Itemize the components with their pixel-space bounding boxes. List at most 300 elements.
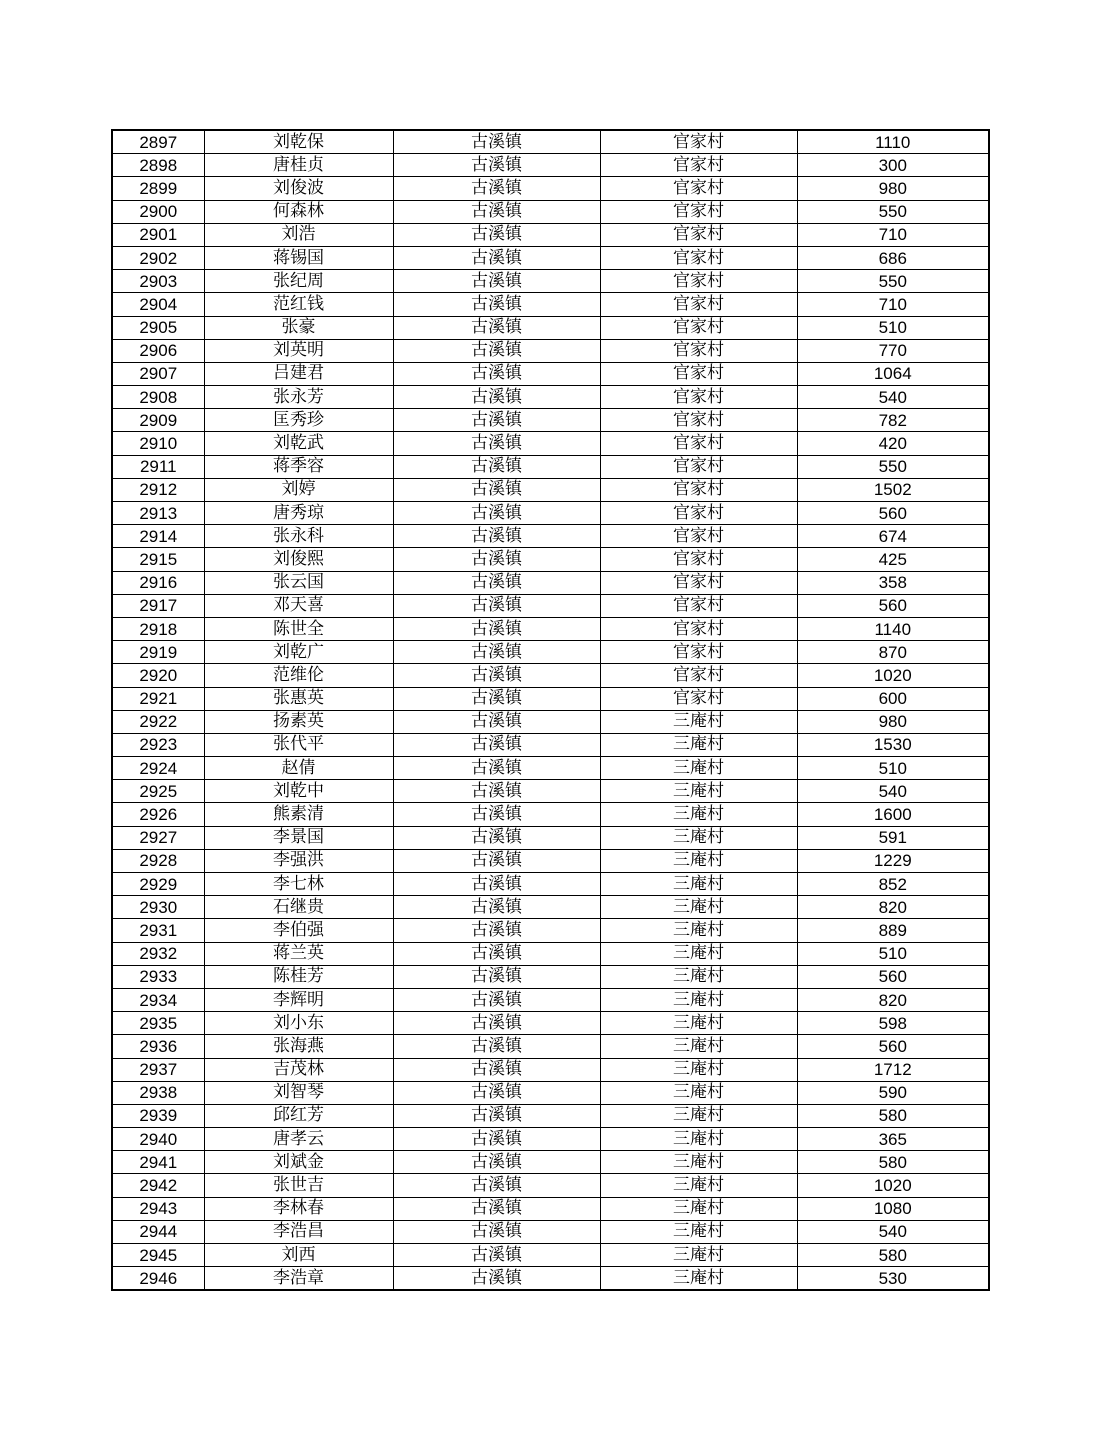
town-cell: 古溪镇 xyxy=(393,177,600,200)
village-cell: 官家村 xyxy=(600,548,797,571)
row-number-cell: 2917 xyxy=(112,594,204,617)
row-number-cell: 2909 xyxy=(112,409,204,432)
name-cell: 陈世全 xyxy=(204,617,393,640)
data-table xyxy=(111,129,990,1291)
row-number-cell: 2937 xyxy=(112,1058,204,1081)
town-cell: 古溪镇 xyxy=(393,432,600,455)
village-cell: 官家村 xyxy=(600,687,797,710)
village-cell: 三庵村 xyxy=(600,803,797,826)
table-row xyxy=(112,200,989,223)
village-cell: 三庵村 xyxy=(600,1012,797,1035)
amount-cell: 365 xyxy=(797,1128,989,1151)
village-cell: 三庵村 xyxy=(600,873,797,896)
village-cell: 官家村 xyxy=(600,362,797,385)
row-number-cell: 2926 xyxy=(112,803,204,826)
village-cell: 官家村 xyxy=(600,270,797,293)
row-number-cell: 2946 xyxy=(112,1267,204,1291)
row-number-cell: 2932 xyxy=(112,942,204,965)
village-cell: 官家村 xyxy=(600,293,797,316)
town-cell: 古溪镇 xyxy=(393,409,600,432)
table-row xyxy=(112,177,989,200)
name-cell: 匡秀珍 xyxy=(204,409,393,432)
row-number-cell: 2902 xyxy=(112,246,204,269)
village-cell: 三庵村 xyxy=(600,710,797,733)
table-row xyxy=(112,362,989,385)
town-cell: 古溪镇 xyxy=(393,1081,600,1104)
table-row xyxy=(112,386,989,409)
village-cell: 官家村 xyxy=(600,641,797,664)
table-row xyxy=(112,849,989,872)
name-cell: 李浩昌 xyxy=(204,1220,393,1243)
table-row xyxy=(112,1104,989,1127)
town-cell: 古溪镇 xyxy=(393,1220,600,1243)
town-cell: 古溪镇 xyxy=(393,502,600,525)
row-number-cell: 2908 xyxy=(112,386,204,409)
town-cell: 古溪镇 xyxy=(393,664,600,687)
town-cell: 古溪镇 xyxy=(393,942,600,965)
town-cell: 古溪镇 xyxy=(393,1104,600,1127)
table-row xyxy=(112,270,989,293)
table-row xyxy=(112,409,989,432)
village-cell: 三庵村 xyxy=(600,1267,797,1291)
village-cell: 三庵村 xyxy=(600,1220,797,1243)
name-cell: 唐桂贞 xyxy=(204,154,393,177)
table-row xyxy=(112,432,989,455)
table-row xyxy=(112,757,989,780)
amount-cell: 1020 xyxy=(797,664,989,687)
row-number-cell: 2941 xyxy=(112,1151,204,1174)
amount-cell: 770 xyxy=(797,339,989,362)
table-row xyxy=(112,780,989,803)
village-cell: 官家村 xyxy=(600,339,797,362)
name-cell: 蒋锡国 xyxy=(204,246,393,269)
name-cell: 吕建君 xyxy=(204,362,393,385)
table-row xyxy=(112,826,989,849)
name-cell: 张世吉 xyxy=(204,1174,393,1197)
amount-cell: 300 xyxy=(797,154,989,177)
name-cell: 扬素英 xyxy=(204,710,393,733)
amount-cell: 1600 xyxy=(797,803,989,826)
village-cell: 三庵村 xyxy=(600,757,797,780)
row-number-cell: 2942 xyxy=(112,1174,204,1197)
row-number-cell: 2901 xyxy=(112,223,204,246)
town-cell: 古溪镇 xyxy=(393,919,600,942)
amount-cell: 1229 xyxy=(797,849,989,872)
village-cell: 三庵村 xyxy=(600,826,797,849)
village-cell: 官家村 xyxy=(600,130,797,154)
amount-cell: 550 xyxy=(797,270,989,293)
town-cell: 古溪镇 xyxy=(393,200,600,223)
amount-cell: 980 xyxy=(797,710,989,733)
amount-cell: 510 xyxy=(797,757,989,780)
amount-cell: 560 xyxy=(797,594,989,617)
village-cell: 官家村 xyxy=(600,432,797,455)
village-cell: 三庵村 xyxy=(600,1081,797,1104)
amount-cell: 358 xyxy=(797,571,989,594)
town-cell: 古溪镇 xyxy=(393,525,600,548)
table-row xyxy=(112,873,989,896)
name-cell: 赵倩 xyxy=(204,757,393,780)
amount-cell: 889 xyxy=(797,919,989,942)
town-cell: 古溪镇 xyxy=(393,386,600,409)
town-cell: 古溪镇 xyxy=(393,1174,600,1197)
name-cell: 陈桂芳 xyxy=(204,965,393,988)
table-row xyxy=(112,733,989,756)
village-cell: 三庵村 xyxy=(600,1197,797,1220)
table-row xyxy=(112,1244,989,1267)
row-number-cell: 2897 xyxy=(112,130,204,154)
row-number-cell: 2920 xyxy=(112,664,204,687)
table-row xyxy=(112,641,989,664)
row-number-cell: 2919 xyxy=(112,641,204,664)
table-row xyxy=(112,1081,989,1104)
name-cell: 李景国 xyxy=(204,826,393,849)
row-number-cell: 2924 xyxy=(112,757,204,780)
name-cell: 刘斌金 xyxy=(204,1151,393,1174)
table-row xyxy=(112,664,989,687)
row-number-cell: 2930 xyxy=(112,896,204,919)
row-number-cell: 2943 xyxy=(112,1197,204,1220)
row-number-cell: 2913 xyxy=(112,502,204,525)
village-cell: 三庵村 xyxy=(600,1151,797,1174)
name-cell: 邓天喜 xyxy=(204,594,393,617)
town-cell: 古溪镇 xyxy=(393,293,600,316)
amount-cell: 420 xyxy=(797,432,989,455)
village-cell: 三庵村 xyxy=(600,849,797,872)
row-number-cell: 2936 xyxy=(112,1035,204,1058)
name-cell: 李伯强 xyxy=(204,919,393,942)
village-cell: 官家村 xyxy=(600,594,797,617)
amount-cell: 782 xyxy=(797,409,989,432)
village-cell: 官家村 xyxy=(600,316,797,339)
amount-cell: 870 xyxy=(797,641,989,664)
amount-cell: 550 xyxy=(797,455,989,478)
name-cell: 刘西 xyxy=(204,1244,393,1267)
amount-cell: 425 xyxy=(797,548,989,571)
table-row xyxy=(112,455,989,478)
table-row xyxy=(112,478,989,501)
row-number-cell: 2939 xyxy=(112,1104,204,1127)
table-row xyxy=(112,1151,989,1174)
name-cell: 范红钱 xyxy=(204,293,393,316)
amount-cell: 1110 xyxy=(797,130,989,154)
town-cell: 古溪镇 xyxy=(393,455,600,478)
row-number-cell: 2904 xyxy=(112,293,204,316)
row-number-cell: 2915 xyxy=(112,548,204,571)
row-number-cell: 2898 xyxy=(112,154,204,177)
row-number-cell: 2928 xyxy=(112,849,204,872)
amount-cell: 591 xyxy=(797,826,989,849)
table-row xyxy=(112,223,989,246)
table-row xyxy=(112,942,989,965)
village-cell: 三庵村 xyxy=(600,965,797,988)
row-number-cell: 2912 xyxy=(112,478,204,501)
amount-cell: 510 xyxy=(797,316,989,339)
amount-cell: 1502 xyxy=(797,478,989,501)
row-number-cell: 2903 xyxy=(112,270,204,293)
village-cell: 官家村 xyxy=(600,617,797,640)
name-cell: 张惠英 xyxy=(204,687,393,710)
town-cell: 古溪镇 xyxy=(393,710,600,733)
name-cell: 蒋季容 xyxy=(204,455,393,478)
village-cell: 三庵村 xyxy=(600,1104,797,1127)
row-number-cell: 2914 xyxy=(112,525,204,548)
name-cell: 张代平 xyxy=(204,733,393,756)
town-cell: 古溪镇 xyxy=(393,1197,600,1220)
amount-cell: 590 xyxy=(797,1081,989,1104)
name-cell: 刘俊波 xyxy=(204,177,393,200)
village-cell: 官家村 xyxy=(600,455,797,478)
amount-cell: 1140 xyxy=(797,617,989,640)
row-number-cell: 2945 xyxy=(112,1244,204,1267)
row-number-cell: 2929 xyxy=(112,873,204,896)
row-number-cell: 2938 xyxy=(112,1081,204,1104)
amount-cell: 580 xyxy=(797,1151,989,1174)
row-number-cell: 2935 xyxy=(112,1012,204,1035)
name-cell: 张豪 xyxy=(204,316,393,339)
row-number-cell: 2906 xyxy=(112,339,204,362)
name-cell: 刘智琴 xyxy=(204,1081,393,1104)
town-cell: 古溪镇 xyxy=(393,130,600,154)
town-cell: 古溪镇 xyxy=(393,478,600,501)
amount-cell: 510 xyxy=(797,942,989,965)
table-row xyxy=(112,293,989,316)
amount-cell: 560 xyxy=(797,1035,989,1058)
table-row xyxy=(112,1128,989,1151)
town-cell: 古溪镇 xyxy=(393,270,600,293)
row-number-cell: 2921 xyxy=(112,687,204,710)
name-cell: 李浩章 xyxy=(204,1267,393,1291)
table-row xyxy=(112,1197,989,1220)
row-number-cell: 2944 xyxy=(112,1220,204,1243)
name-cell: 张永芳 xyxy=(204,386,393,409)
village-cell: 三庵村 xyxy=(600,1058,797,1081)
name-cell: 石继贵 xyxy=(204,896,393,919)
village-cell: 官家村 xyxy=(600,478,797,501)
name-cell: 刘乾武 xyxy=(204,432,393,455)
table-row xyxy=(112,316,989,339)
name-cell: 李强洪 xyxy=(204,849,393,872)
name-cell: 刘乾广 xyxy=(204,641,393,664)
village-cell: 三庵村 xyxy=(600,896,797,919)
row-number-cell: 2927 xyxy=(112,826,204,849)
town-cell: 古溪镇 xyxy=(393,965,600,988)
amount-cell: 1064 xyxy=(797,362,989,385)
amount-cell: 600 xyxy=(797,687,989,710)
table-row xyxy=(112,1220,989,1243)
village-cell: 三庵村 xyxy=(600,733,797,756)
village-cell: 三庵村 xyxy=(600,919,797,942)
table-row xyxy=(112,617,989,640)
table-row xyxy=(112,1012,989,1035)
town-cell: 古溪镇 xyxy=(393,617,600,640)
name-cell: 刘浩 xyxy=(204,223,393,246)
row-number-cell: 2899 xyxy=(112,177,204,200)
table-row xyxy=(112,919,989,942)
town-cell: 古溪镇 xyxy=(393,1058,600,1081)
row-number-cell: 2925 xyxy=(112,780,204,803)
town-cell: 古溪镇 xyxy=(393,1012,600,1035)
amount-cell: 710 xyxy=(797,223,989,246)
name-cell: 李七林 xyxy=(204,873,393,896)
table-row xyxy=(112,502,989,525)
table-row xyxy=(112,1058,989,1081)
name-cell: 李林春 xyxy=(204,1197,393,1220)
town-cell: 古溪镇 xyxy=(393,1128,600,1151)
village-cell: 官家村 xyxy=(600,664,797,687)
table-row xyxy=(112,710,989,733)
village-cell: 官家村 xyxy=(600,409,797,432)
name-cell: 范维伦 xyxy=(204,664,393,687)
amount-cell: 540 xyxy=(797,1220,989,1243)
town-cell: 古溪镇 xyxy=(393,246,600,269)
name-cell: 刘婷 xyxy=(204,478,393,501)
name-cell: 何森林 xyxy=(204,200,393,223)
village-cell: 官家村 xyxy=(600,223,797,246)
amount-cell: 580 xyxy=(797,1244,989,1267)
amount-cell: 1080 xyxy=(797,1197,989,1220)
table-row xyxy=(112,896,989,919)
town-cell: 古溪镇 xyxy=(393,1035,600,1058)
town-cell: 古溪镇 xyxy=(393,780,600,803)
row-number-cell: 2918 xyxy=(112,617,204,640)
table-row xyxy=(112,803,989,826)
town-cell: 古溪镇 xyxy=(393,733,600,756)
name-cell: 张云国 xyxy=(204,571,393,594)
town-cell: 古溪镇 xyxy=(393,548,600,571)
village-cell: 官家村 xyxy=(600,502,797,525)
table-row xyxy=(112,339,989,362)
amount-cell: 560 xyxy=(797,502,989,525)
amount-cell: 580 xyxy=(797,1104,989,1127)
row-number-cell: 2923 xyxy=(112,733,204,756)
name-cell: 邱红芳 xyxy=(204,1104,393,1127)
amount-cell: 1530 xyxy=(797,733,989,756)
name-cell: 熊素清 xyxy=(204,803,393,826)
amount-cell: 540 xyxy=(797,386,989,409)
table-row xyxy=(112,571,989,594)
table-row xyxy=(112,988,989,1011)
name-cell: 吉茂林 xyxy=(204,1058,393,1081)
village-cell: 官家村 xyxy=(600,177,797,200)
amount-cell: 710 xyxy=(797,293,989,316)
village-cell: 官家村 xyxy=(600,200,797,223)
amount-cell: 852 xyxy=(797,873,989,896)
amount-cell: 540 xyxy=(797,780,989,803)
name-cell: 唐孝云 xyxy=(204,1128,393,1151)
name-cell: 刘小东 xyxy=(204,1012,393,1035)
name-cell: 张纪周 xyxy=(204,270,393,293)
town-cell: 古溪镇 xyxy=(393,1244,600,1267)
name-cell: 张永科 xyxy=(204,525,393,548)
town-cell: 古溪镇 xyxy=(393,316,600,339)
village-cell: 三庵村 xyxy=(600,942,797,965)
town-cell: 古溪镇 xyxy=(393,849,600,872)
village-cell: 三庵村 xyxy=(600,1035,797,1058)
amount-cell: 820 xyxy=(797,896,989,919)
town-cell: 古溪镇 xyxy=(393,687,600,710)
amount-cell: 1020 xyxy=(797,1174,989,1197)
amount-cell: 560 xyxy=(797,965,989,988)
amount-cell: 674 xyxy=(797,525,989,548)
town-cell: 古溪镇 xyxy=(393,896,600,919)
amount-cell: 820 xyxy=(797,988,989,1011)
village-cell: 三庵村 xyxy=(600,1128,797,1151)
table-row xyxy=(112,687,989,710)
table-row xyxy=(112,130,989,154)
name-cell: 刘俊熙 xyxy=(204,548,393,571)
town-cell: 古溪镇 xyxy=(393,757,600,780)
town-cell: 古溪镇 xyxy=(393,223,600,246)
row-number-cell: 2905 xyxy=(112,316,204,339)
village-cell: 三庵村 xyxy=(600,988,797,1011)
village-cell: 官家村 xyxy=(600,571,797,594)
name-cell: 唐秀琼 xyxy=(204,502,393,525)
amount-cell: 598 xyxy=(797,1012,989,1035)
row-number-cell: 2931 xyxy=(112,919,204,942)
town-cell: 古溪镇 xyxy=(393,362,600,385)
table-row xyxy=(112,246,989,269)
row-number-cell: 2900 xyxy=(112,200,204,223)
village-cell: 官家村 xyxy=(600,386,797,409)
village-cell: 三庵村 xyxy=(600,1244,797,1267)
row-number-cell: 2940 xyxy=(112,1128,204,1151)
table-row xyxy=(112,1267,989,1291)
table-row xyxy=(112,1035,989,1058)
amount-cell: 686 xyxy=(797,246,989,269)
row-number-cell: 2933 xyxy=(112,965,204,988)
table-row xyxy=(112,1174,989,1197)
town-cell: 古溪镇 xyxy=(393,803,600,826)
row-number-cell: 2916 xyxy=(112,571,204,594)
row-number-cell: 2934 xyxy=(112,988,204,1011)
name-cell: 刘乾中 xyxy=(204,780,393,803)
town-cell: 古溪镇 xyxy=(393,873,600,896)
town-cell: 古溪镇 xyxy=(393,594,600,617)
row-number-cell: 2911 xyxy=(112,455,204,478)
table-row xyxy=(112,594,989,617)
town-cell: 古溪镇 xyxy=(393,641,600,664)
row-number-cell: 2907 xyxy=(112,362,204,385)
amount-cell: 530 xyxy=(797,1267,989,1291)
amount-cell: 980 xyxy=(797,177,989,200)
village-cell: 三庵村 xyxy=(600,780,797,803)
village-cell: 官家村 xyxy=(600,246,797,269)
name-cell: 张海燕 xyxy=(204,1035,393,1058)
table-body xyxy=(112,130,989,1290)
town-cell: 古溪镇 xyxy=(393,154,600,177)
town-cell: 古溪镇 xyxy=(393,1267,600,1291)
table-row xyxy=(112,548,989,571)
row-number-cell: 2922 xyxy=(112,710,204,733)
town-cell: 古溪镇 xyxy=(393,339,600,362)
name-cell: 蒋兰英 xyxy=(204,942,393,965)
village-cell: 官家村 xyxy=(600,525,797,548)
town-cell: 古溪镇 xyxy=(393,1151,600,1174)
village-cell: 三庵村 xyxy=(600,1174,797,1197)
town-cell: 古溪镇 xyxy=(393,826,600,849)
name-cell: 刘乾保 xyxy=(204,130,393,154)
town-cell: 古溪镇 xyxy=(393,571,600,594)
name-cell: 李辉明 xyxy=(204,988,393,1011)
table-row xyxy=(112,965,989,988)
amount-cell: 550 xyxy=(797,200,989,223)
table-row xyxy=(112,154,989,177)
town-cell: 古溪镇 xyxy=(393,988,600,1011)
name-cell: 刘英明 xyxy=(204,339,393,362)
amount-cell: 1712 xyxy=(797,1058,989,1081)
table-row xyxy=(112,525,989,548)
